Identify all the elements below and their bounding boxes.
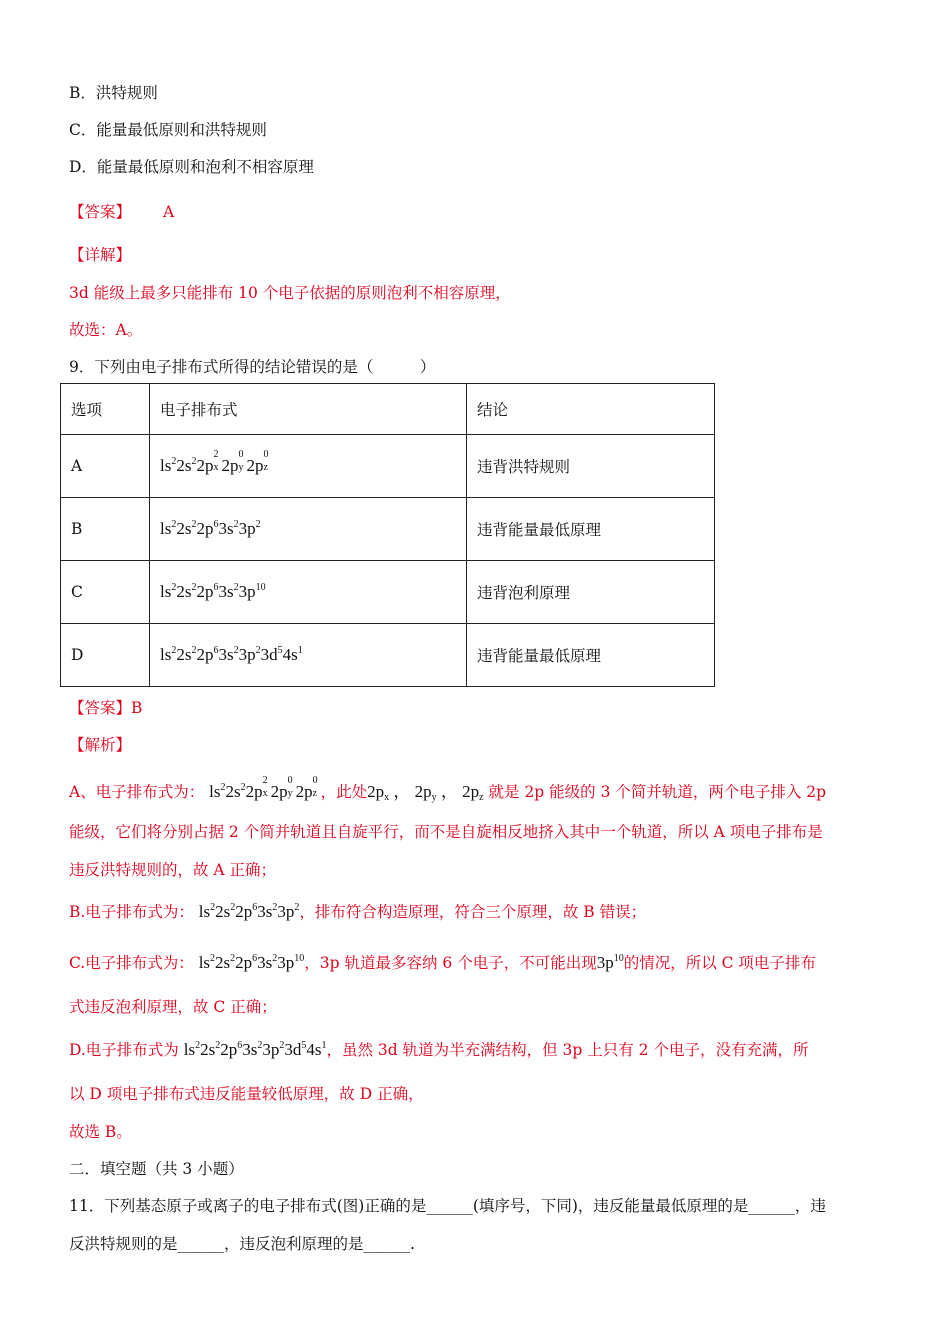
analysis-a-line3: 违反洪特规则的，故 A 正确； [69,861,277,879]
q9-analysis-label: 【解析】 [69,736,132,754]
table-row [61,561,715,624]
q9-choice: 故选 B。 [69,1123,132,1141]
row-option: D [61,624,150,687]
formula-c: $ls^22s^22p^63s^23p^{10}$ [198,953,305,972]
options-table [60,383,715,687]
q8-detail-label: 【详解】 [69,246,132,264]
analysis-c-line2: 式违反泡利原理，故 C 正确； [69,998,277,1016]
table-row [61,435,715,498]
row-option: C [61,561,150,624]
row-option: A [61,435,150,498]
option-d: D．能量最低原则和泡利不相容原理 [69,158,314,176]
option-b: B．洪特规则 [69,84,158,102]
formula-a: $ls^22s^22p$ 2 x 2p 0 y 2p 0 z [209,775,318,801]
q11-line2: 反洪特规则的是______，违反泡利原理的是______. [69,1235,415,1253]
formula-d: $ls^22s^22p^63s^23p^23d^54s^1$ [183,1040,327,1059]
q8-answer [69,200,174,222]
row-config: $ls^22s^22p^63s^23p^23d^54s^1$ [150,624,467,687]
section-title: 二．填空题（共 3 小题） [69,1160,244,1178]
table-header-row [61,384,715,435]
q8-explanation: 3d 能级上最多只能排布 10 个电子依据的原则泡利不相容原理， [69,284,511,302]
table-row [61,498,715,561]
row-conclusion: 违背泡利原理 [467,561,715,624]
orbital-labels: $2p_x$ ， $2p_y$ ， $2p_z$ [367,782,484,803]
analysis-d-line1: D.电子排布式为 $ls^22s^22p^63s^23p^23d^54s^1$，虽然 3d 轨道为半充满结构，但 3p 上只有 2 个电子，没有充满，所 [69,1040,809,1059]
analysis-c-line1: C.电子排布式为： $ls^22s^22p^63s^23p^{10}$，3p 轨道最多容纳 6 个电子，不可能出现$3p^{10}$的情况，所以 C 项电子排布 [69,953,816,972]
row-config: $ls^22s^22p^63s^23p^{10}$ [150,561,467,624]
analysis-a-line2: 能级，它们将分别占据 2 个简并轨道且自旋平行，而不是自旋相反地挤入其中一个轨道，所以 A 项电子排布是 [69,823,823,841]
formula-b: $ls^22s^22p^63s^23p^2$ [198,902,300,921]
row-conclusion: 违背能量最低原理 [467,498,715,561]
answer-label: 【答案】 [69,203,132,221]
q9-answer: 【答案】B [69,699,143,717]
row-conclusion: 违背洪特规则 [467,435,715,498]
header-config: 电子排布式 [150,384,467,435]
row-option: B [61,498,150,561]
formula-3p10: $3p^{10}$ [596,953,624,972]
header-conclusion: 结论 [467,384,715,435]
row-config: $ls^22s^22p^63s^23p^2$ [150,498,467,561]
q9-stem: 9．下列由电子排布式所得的结论错误的是（ ） [69,358,436,376]
analysis-b: B.电子排布式为： $ls^22s^22p^63s^23p^2$，排布符合构造原理，符合三个原理，故 B 错误； [69,902,647,921]
analysis-d-line2: 以 D 项电子排布式违反能量较低原理，故 D 正确， [69,1085,424,1103]
row-config: $ls^22s^22p$ 2 x 2p 0 y 2p 0 z [150,435,467,498]
q11-line1: 11．下列基态原子或离子的电子排布式(图)正确的是______(填序号，下同)，违反能量最低原理的是______，违 [69,1197,826,1215]
table-row [61,624,715,687]
q8-choice: 故选：A。 [69,321,143,339]
answer-value: A [163,203,175,221]
option-c: C．能量最低原则和洪特规则 [69,121,267,139]
row-conclusion: 违背能量最低原理 [467,624,715,687]
header-option: 选项 [61,384,150,435]
analysis-a-line1: A、电子排布式为： $ls^22s^22p$ 2 x 2p 0 y 2p 0 z ，此处$2p_x$ ， $2p_y$ ， $2p_z$ 就是 2p 能级的 3 个简并轨道，两个电子排入 2p [69,775,827,803]
